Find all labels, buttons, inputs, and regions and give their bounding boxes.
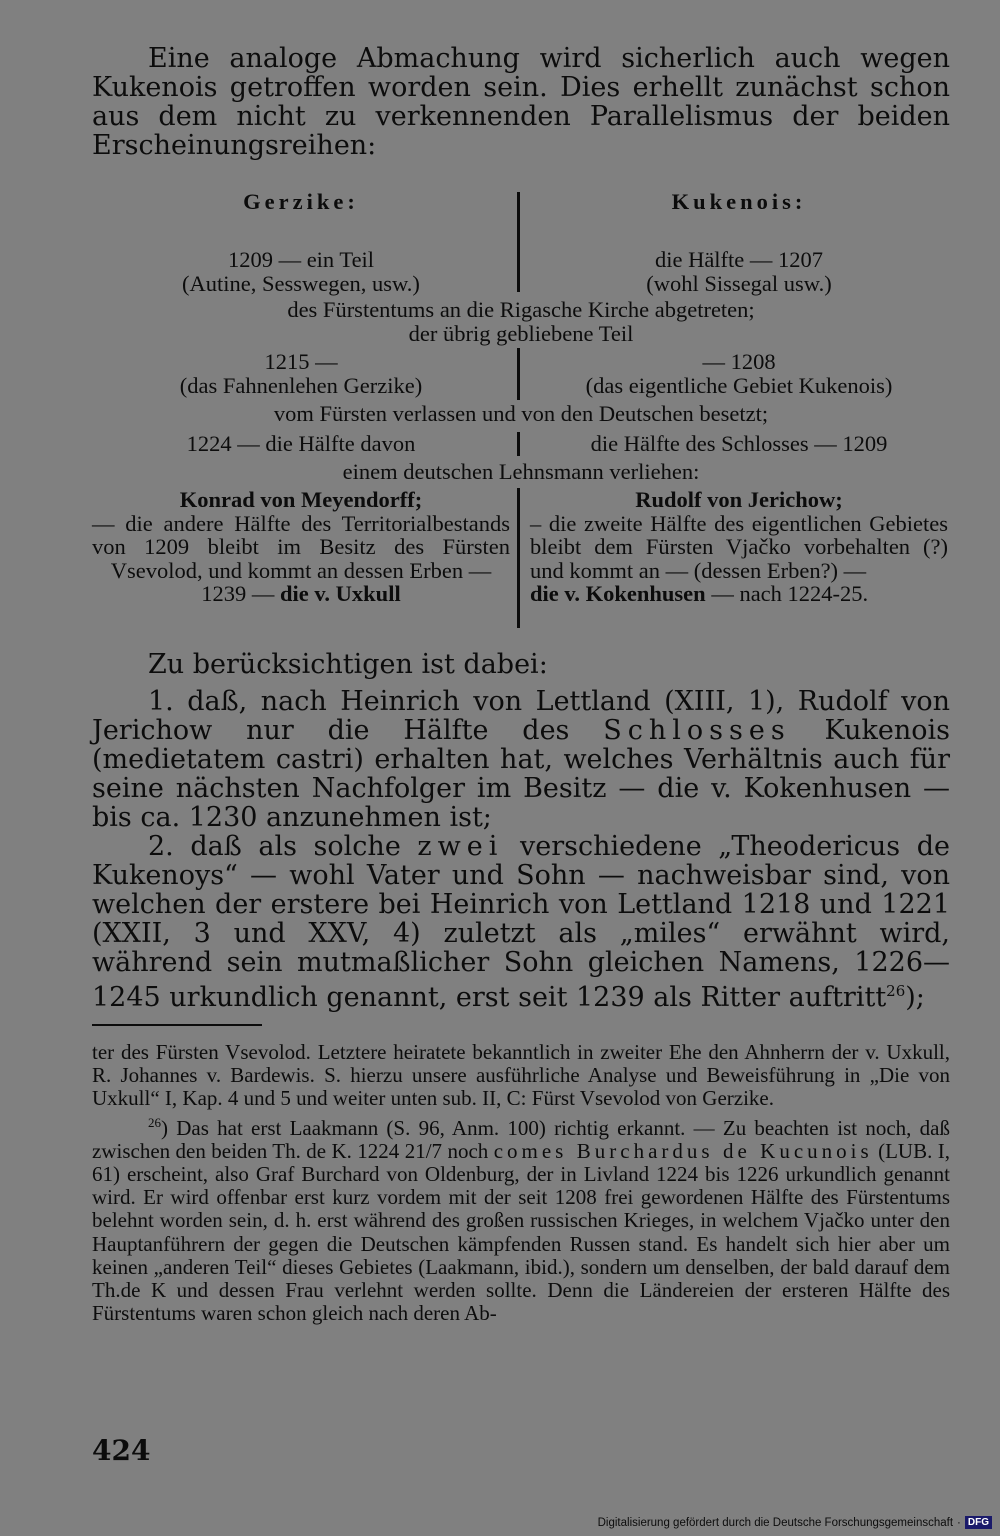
gerzike-1215: 1215 — bbox=[264, 349, 338, 374]
footnotes bbox=[92, 1041, 950, 1325]
footnote-26-text-a: ) Das hat erst Laakmann (S. 96, Anm. 100) richtig erkannt. — Zu beachten ist noch, daß zwischen den beiden Th. de K. 1224 21/7 noch bbox=[92, 1115, 950, 1163]
comparison-table bbox=[92, 190, 950, 630]
shared-line-2: der übrig gebliebene Teil bbox=[408, 321, 634, 346]
body-intro: Zu berücksichtigen ist dabei: bbox=[148, 649, 548, 680]
column-heading-gerzike: Gerzike: bbox=[243, 189, 359, 214]
column-divider bbox=[517, 488, 520, 628]
footnote-separator bbox=[92, 1024, 262, 1026]
point-1-emphasis: Schlosses bbox=[603, 715, 791, 746]
column-divider bbox=[517, 192, 520, 292]
intro-text: Eine analoge Abmachung wird sicherlich auch wegen Kukenois getroffen worden sein. Dies erhellt zunächst schon aus dem nicht zu verkennenden Parallelismus der beiden Erscheinungsreihen: bbox=[92, 43, 950, 161]
point-2-text-a: 2. daß als solche bbox=[148, 831, 418, 862]
kukenois-1208: — 1208 bbox=[702, 349, 776, 374]
kukenois-vassal-end bbox=[530, 582, 948, 606]
shared-line-4: einem deutschen Lehnsmann verliehen: bbox=[342, 459, 700, 484]
column-divider bbox=[517, 348, 520, 400]
intro-paragraph bbox=[92, 44, 950, 160]
footer-text: Digitalisierung gefördert durch die Deutsche Forschungsgemeinschaft bbox=[597, 1516, 954, 1529]
gerzike-1224: 1224 — die Hälfte davon bbox=[186, 431, 416, 456]
column-heading-kukenois: Kukenois: bbox=[671, 189, 807, 214]
kukenois-1208-note: (das eigentliche Gebiet Kukenois) bbox=[585, 373, 893, 398]
digitization-footer bbox=[598, 1516, 992, 1529]
kukenois-vassal-text: – die zweite Hälfte des eigentlichen Gebietes bleibt dem Fürsten Vjačko vorbehalten (?) und kommt an — (dessen Erben?) — bbox=[530, 510, 948, 583]
gerzike-end-date: 1239 — bbox=[201, 581, 281, 607]
kukenois-1209: die Hälfte des Schlosses — 1209 bbox=[590, 431, 888, 456]
column-divider bbox=[517, 432, 520, 456]
point-1-text-b: Kukenois (medietatem castri) erhalten hat, welches Verhältnis auch für seine nächsten Nachfolger im Besitz — die v. Kokenhusen — bis ca. 1230 anzunehmen ist; bbox=[92, 715, 950, 833]
gerzike-end-family: die v. Uxkull bbox=[280, 581, 401, 607]
gerzike-vassal-end bbox=[92, 582, 510, 606]
dfg-logo-icon: DFG bbox=[965, 1516, 992, 1529]
gerzike-vassal-block bbox=[92, 488, 510, 606]
body-point-1 bbox=[92, 687, 950, 832]
footnote-ref-26[interactable]: 26 bbox=[886, 982, 906, 1000]
gerzike-vassal-text: — die andere Hälfte des Territorialbestands von 1209 bleibt im Besitz des Fürsten Vsevolod, und kommt an dessen Erben — bbox=[92, 510, 510, 583]
kukenois-1207-note: (wohl Sissegal usw.) bbox=[646, 271, 832, 296]
point-1-text-a: 1. daß, nach Heinrich von Lettland (XIII, 1), Rudolf von Jerichow nur die Hälfte des bbox=[92, 686, 950, 746]
gerzike-vassal-name: Konrad von Meyendorff; bbox=[179, 487, 423, 512]
footnote-continuation: ter des Fürsten Vsevolod. Letztere heiratete bekanntlich in zweiter Ehe den Ahnherrn der v. Uxkull, R. Johannes v. Bardewis. S. hierzu unsere ausführliche Analyse und Beweisführung in „Die von Uxkull“ I, Kap. 4 und 5 und weiter unten sub. II, C: Fürst Vsevolod von Gerzike. bbox=[92, 1040, 950, 1111]
footer-separator: · bbox=[957, 1516, 961, 1529]
footnote-26-emphasis: comes Burchardus de Kucunois bbox=[493, 1138, 873, 1163]
body-point-2 bbox=[92, 832, 950, 1012]
kukenois-1207: die Hälfte — 1207 bbox=[654, 247, 824, 272]
shared-line-3: vom Fürsten verlassen und von den Deutschen besetzt; bbox=[273, 401, 769, 426]
gerzike-1209-note: (Autine, Sesswegen, usw.) bbox=[182, 271, 420, 296]
gerzike-1209: 1209 — ein Teil bbox=[227, 247, 375, 272]
point-2-emphasis: zwei bbox=[417, 831, 504, 862]
footnote-26-text-b: (LUB. I, 61) erscheint, also Graf Burchard von Oldenburg, der in Livland 1224 bis 1226 urkundlich genannt wird. Er wird offenbar erst kurz vordem mit der seit 1208 frei gewordenen Hälfte des Fürstentums belehnt worden sein, d. h. erst während des großen russischen Krieges, in welchem Vjačko unter den Hauptanführern der gegen die Deutschen kämpfenden Russen stand. Es handelt sich hier aber um keinen „anderen Teil“ dieses Gebietes (Laakmann, ibid.), sondern um denselben, der bald darauf dem Th.de K und dessen Frau verlehnt werden sollte. Denn die Ländereien der ersteren Hälfte des Fürstentums waren schon gleich nach deren Ab- bbox=[92, 1138, 950, 1326]
kukenois-vassal-name: Rudolf von Jerichow; bbox=[635, 487, 843, 512]
footnote-26 bbox=[92, 1111, 950, 1326]
gerzike-1215-note: (das Fahnenlehen Gerzike) bbox=[179, 373, 423, 398]
kukenois-vassal-block bbox=[530, 488, 948, 606]
shared-line-1: des Fürstentums an die Rigasche Kirche abgetreten; bbox=[287, 297, 755, 322]
point-2-text-b: verschiedene „Theodericus de Kukenoys“ — wohl Vater und Sohn — nachweisbar sind, von welchen der erstere bei Heinrich von Lettland 1218 und 1221 (XXII, 3 und XXV, 4) zuletzt als „miles“ erwähnt wird, während sein mutmaßlicher Sohn gleichen Namens, 1226—1245 urkundlich genannt, erst seit 1239 als Ritter auftritt bbox=[92, 831, 950, 1013]
kukenois-end-date: — nach 1224-25. bbox=[705, 581, 869, 607]
body-text bbox=[92, 650, 950, 1012]
kukenois-end-family: die v. Kokenhusen bbox=[530, 581, 706, 607]
page-number: 424 bbox=[92, 1434, 151, 1467]
point-2-text-end: ); bbox=[905, 982, 925, 1013]
footnote-26-marker: 26 bbox=[148, 1114, 161, 1130]
